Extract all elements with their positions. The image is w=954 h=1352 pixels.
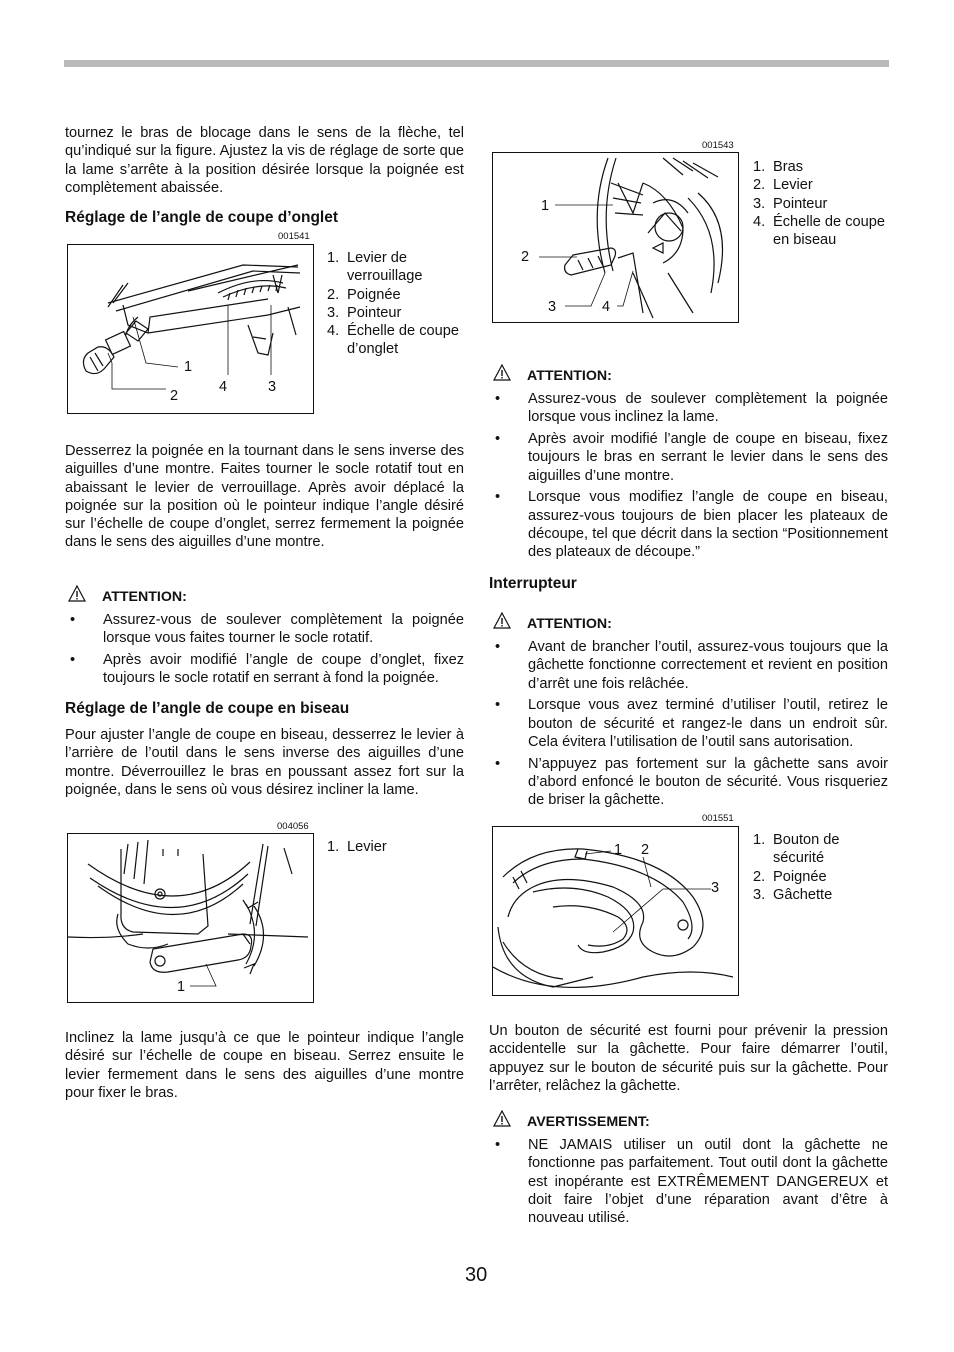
legend-item: 3. Gâchette xyxy=(753,886,833,903)
bevel-angle-heading: Réglage de l’angle de coupe en biseau xyxy=(65,700,350,717)
list-item: • Avant de brancher l’outil, assurez-vous toujours que la gâchette fonctionne correctement et revient en position d’arrêt une fois relâchée. xyxy=(489,638,888,693)
miter-illustration xyxy=(68,245,314,414)
callout-2: 2 xyxy=(641,842,650,858)
bevel-scale-illustration xyxy=(493,153,739,323)
callout-3: 3 xyxy=(268,379,277,395)
page-number: 30 xyxy=(465,1264,488,1286)
list-item: • NE JAMAIS utiliser un outil dont la gâchette ne fonctionne pas parfaitement. Tout outil dont la gâchette est inopérante est EXTRÊMEMENT DANGEREUX et doit faire l’objet d’une réparation avant d’être à nouveau utilisé. xyxy=(489,1136,888,1227)
callout-4: 4 xyxy=(602,299,611,315)
caution-label: ATTENTION: xyxy=(527,367,612,385)
legend-item: 2. Poignée xyxy=(327,286,401,303)
legend-item: 4. Échelle de coupe en biseau xyxy=(753,213,885,249)
header-rule xyxy=(64,60,889,67)
legend-item: 1. Levier de verrouillage xyxy=(327,250,423,285)
warning-triangle-icon xyxy=(68,585,86,607)
bevel-scale-legend xyxy=(753,158,893,249)
miter-angle-heading: Réglage de l’angle de coupe d’onglet xyxy=(65,209,339,226)
legend-item: 1. Bouton de sécurité xyxy=(753,832,840,867)
miter-figure xyxy=(67,244,314,414)
warning-label: AVERTISSEMENT: xyxy=(527,1113,650,1131)
callout-1: 1 xyxy=(177,979,186,995)
figure-code: 001541 xyxy=(278,231,310,242)
intro-paragraph: tournez le bras de blocage dans le sens de la flèche, tel qu’indiqué sur la figure. Ajustez la vis de réglage de sorte que la lame s’arrête à la position désirée lorsque la poignée est complètement abaissée. xyxy=(65,125,464,196)
bevel-scale-figure xyxy=(492,152,739,323)
callout-2: 2 xyxy=(170,388,179,404)
callout-3: 3 xyxy=(711,880,720,896)
callout-1: 1 xyxy=(614,842,623,858)
list-item: • Lorsque vous modifiez l’angle de coupe en biseau, assurez-vous toujours de bien placer les plateaux de découpe, tel que décrit dans la section “Positionnement des plateaux de découpe.” xyxy=(489,488,888,561)
legend-item: 2. Levier xyxy=(753,177,813,194)
figure-code: 001543 xyxy=(702,140,734,151)
warning-triangle-icon xyxy=(493,364,511,386)
caution-list xyxy=(489,638,888,813)
list-item: • Lorsque vous avez terminé d’utiliser l’outil, retirez le bouton de sécurité et rangez-le dans un endroit sûr. Cela évitera l’utilisation de l’outil sans autorisation. xyxy=(489,696,888,751)
callout-4: 4 xyxy=(219,379,228,395)
bevel-lever-legend xyxy=(327,838,462,856)
bevel-lever-figure xyxy=(67,833,314,1003)
callout-3: 3 xyxy=(548,299,557,315)
miter-figure-legend xyxy=(327,249,462,359)
list-item: • Après avoir modifié l’angle de coupe en biseau, fixez toujours le bras en serrant le levier dans le sens des aiguilles d’une montre. xyxy=(489,430,888,485)
callout-2: 2 xyxy=(521,249,530,265)
warning-list xyxy=(489,1136,888,1231)
bevel-lever-illustration xyxy=(68,834,314,1003)
legend-item: 2. Poignée xyxy=(753,868,827,885)
caution-label: ATTENTION: xyxy=(527,615,612,633)
list-item: • Après avoir modifié l’angle de coupe d’onglet, fixez toujours le socle rotatif en serrant à fond la poignée. xyxy=(64,651,464,688)
switch-heading: Interrupteur xyxy=(489,575,577,592)
switch-figure-legend xyxy=(753,831,893,904)
bevel-paragraph-2: Inclinez la lame jusqu’à ce que le pointeur indique l’angle désiré sur l’échelle de coupe en biseau. Serrez ensuite le levier fermement dans le sens des aiguilles d’une montre pour fixer le bras. xyxy=(65,1030,464,1101)
legend-item: 1. Levier xyxy=(327,839,387,855)
warning-triangle-icon xyxy=(493,1110,511,1132)
warning-triangle-icon xyxy=(493,612,511,634)
caution-label: ATTENTION: xyxy=(102,588,187,606)
callout-1: 1 xyxy=(541,198,550,214)
legend-item: 4. Échelle de coupe d’onglet xyxy=(327,323,459,358)
callout-1: 1 xyxy=(184,359,193,375)
bevel-paragraph: Pour ajuster l’angle de coupe en biseau, desserrez le levier à l’arrière de l’outil dans le sens inverse des aiguilles d’une montre. Déverrouillez le bras en poussant assez fort sur la poignée, dans le sens où vous désirez incliner la lame. xyxy=(65,727,464,798)
list-item: • Assurez-vous de soulever complètement la poignée lorsque vous faites tourner le socle rotatif. xyxy=(64,611,464,648)
legend-item: 1. Bras xyxy=(753,159,804,175)
legend-item: 3. Pointeur xyxy=(753,195,828,212)
miter-paragraph: Desserrez la poignée en la tournant dans le sens inverse des aiguilles d’une montre. Faites tourner le socle rotatif tout en abaissant le levier de verrouillage. Après avoir déplacé la poignée sur la position où le pointeur indique l’angle désiré sur l’échelle de coupe d’onglet, serrez fermement la poignée dans le sens des aiguilles d’une montre. xyxy=(65,443,464,551)
list-item: • Assurez-vous de soulever complètement la poignée lorsque vous inclinez la lame. xyxy=(489,390,888,427)
caution-list xyxy=(64,611,464,691)
figure-code: 001551 xyxy=(702,813,734,824)
caution-list xyxy=(489,390,888,565)
switch-figure xyxy=(492,826,739,996)
list-item: • N’appuyez pas fortement sur la gâchette sans avoir d’abord enfoncé le bouton de sécurité. Vous risqueriez de briser la gâchette. xyxy=(489,755,888,810)
switch-paragraph: Un bouton de sécurité est fourni pour prévenir la pression accidentelle sur la gâchette. Pour faire démarrer l’outil, appuyez sur le bouton de sécurité puis sur la gâchette. Pour l’arrêter, relâchez la gâchette. xyxy=(489,1023,888,1094)
legend-item: 3. Pointeur xyxy=(327,304,402,321)
figure-code: 004056 xyxy=(277,821,309,832)
